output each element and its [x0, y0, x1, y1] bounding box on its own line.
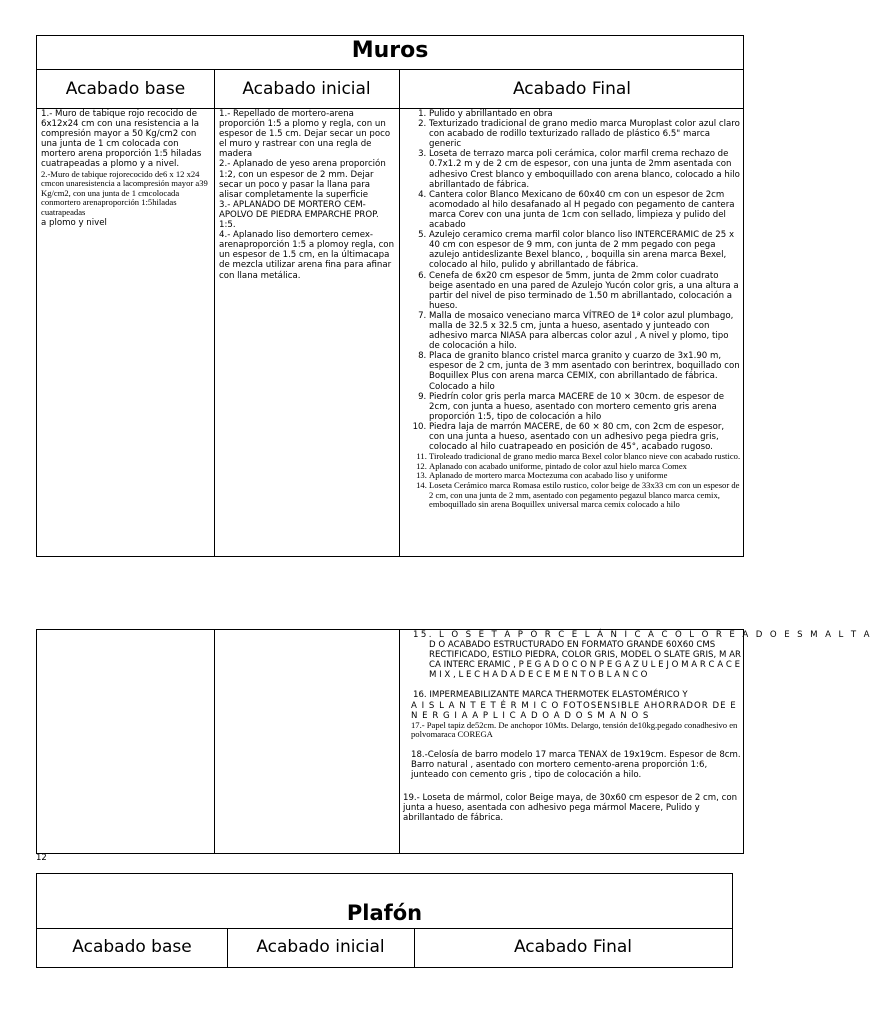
final-item-15-head: 15. L O S E T A P O R C E L Á N I C A C O L O R E A D O E S M A L T A [413, 630, 872, 640]
divider [214, 69, 215, 556]
header-acabado-inicial: Acabado inicial [242, 79, 371, 99]
page-number: 12 [36, 853, 47, 863]
final-item: 5. Azulejo ceramico crema marfil color blanco liso INTERCERAMIC de 25 x 40 cm con espesor de 9 mm, con junta de 2 mm pegado con pega azulejo antideslizante Bexel blanco, , boquilla sin arena marca Bexel, colocado al hilo, pulido y abrillantado de fábrica. [429, 230, 741, 270]
inicial-item-3: 3.- APLANADO DE MORTERO CEM-APOLVO DE PIEDRA EMPARCHE PROP. 1:5. [219, 199, 379, 231]
base-item-1: 1.- Muro de tabique rojo recocido de 6x12x24 cm con una resistencia a la compresión mayor a 50 Kg/cm2 con una junta de 1 cm colocada con mortero arena proporción 1:5 hiladas cuatrapeadas a plomo y a nivel. [41, 109, 202, 170]
acabado-final-continuation [403, 630, 872, 852]
divider [37, 928, 732, 929]
header-acabado-final: Acabado Final [513, 937, 633, 957]
header-acabado-base: Acabado base [72, 937, 192, 957]
divider [37, 69, 743, 70]
inicial-item-2: 2.- Aplanado de yeso arena proporción 1:2, con un espesor de 2 mm. Dejar secar un poco y pasar la llana para alisar completamente la superficie [219, 159, 386, 200]
final-item: 7. Malla de mosaico veneciano marca VÍTREO de 1ª color azul plumbago, malla de 32.5 x 32.5 cm, junta a hueso, asentado y junteado con adhesivo marca NIASA para albercas color azul , A nivel y plomo, tipo de colocación a hilo. [429, 311, 741, 351]
acabado-final-cell [401, 109, 741, 555]
header-acabado-base: Acabado base [65, 79, 186, 99]
header-acabado-inicial: Acabado inicial [256, 937, 385, 957]
final-item: 11. Tiroleado tradicional de grano medio marca Bexel color blanco nieve con acabado rustico. [429, 452, 741, 462]
acabado-base-cell [41, 109, 211, 228]
plafon-table [36, 873, 733, 968]
muros-table [36, 35, 744, 557]
final-item-16-body: A I S L A N T E T É R M I C O FOTOSENSIBLE AHORRADOR DE E N E R G I A A P L I C A D O A D O S M A N O S [411, 700, 737, 721]
final-item: 14. Loseta Cerámico marca Romasa estilo rustico, color beige de 33x33 cm con un espesor de 2 cm, con una junta de 2 mm, asentado con pegamento pegazul blanco marca cemix, emboquillado sin arena Boquillex universal marca cemix colocado a hilo [429, 481, 741, 510]
muros-title: Muros [351, 38, 429, 63]
final-item: 2. Texturizado tradicional de grano medio marca Muroplast color azul claro con acabado de rodillo texturizado rallado de plástico 6.5" marca generic [429, 119, 741, 149]
final-item: 8. Placa de granito blanco cristel marca granito y cuarzo de 3x1.90 m, espesor de 2 cm, junta de 3 mm asentado con berintrex, boquillado con Boquillex Plus con arena marca CEMIX, con abrillantado de fábrica. Colocado a hilo [429, 351, 741, 391]
acabado-inicial-cell [219, 109, 395, 281]
final-item: 1. Pulido y abrillantado en obra [429, 109, 741, 119]
divider [399, 630, 400, 853]
muros-continuation-table [36, 629, 872, 854]
divider [399, 69, 400, 556]
final-item: 9. Piedrín color gris perla marca MACERE de 10 × 30cm. de espesor de 2cm, con junta a hueso, asentado con mortero cemento gris arena proporción 1:5, tipo de colocación a hilo [429, 392, 741, 422]
final-item-19: 19.- Loseta de mármol, color Beige maya, de 30x60 cm espesor de 2 cm, con junta a hueso, asentada con adhesivo pega mármol Macere, Pulido y abrillantado de fábrica. [403, 793, 738, 824]
final-item: 6. Cenefa de 6x20 cm espesor de 5mm, junta de 2mm color cuadrato beige asentado en una pared de Azulejo Yucón color gris, a una altura a partir del nivel de piso terminado de 1.50 m abrillantado, colocación a hueso. [429, 271, 741, 311]
final-item: 4. Cantera color Blanco Mexicano de 60x40 cm con un espesor de 2cm acomodado al hilo desafanado al H pegado con pegamento de cantera marca Corev con una junta de 1cm con sellado, limpieza y pulido del acabado [429, 190, 741, 230]
final-item-15-body: D O ACABADO ESTRUCTURADO EN FORMATO GRANDE 60X60 CMS RECTIFICADO, ESTILO PIEDRA, COLOR GRIS, MODEL O SLATE GRIS, M AR CA INTERC ERAMIC , P E G A D O C O N P E G A Z U L E J O M A R C A C E M I X , L E C H A D A D E C E M E N T O B L A N C O [429, 640, 741, 681]
final-item-15 [403, 630, 872, 681]
final-item-16-head: 16. IMPERMEABILIZANTE MARCA THERMOTEK ELASTOMÉRICO Y [413, 690, 688, 701]
final-item: 12. Aplanado con acabado uniforme, pintado de color azul hielo marca Comex [429, 462, 741, 472]
base-item-2-end: a plomo y nivel [41, 217, 107, 228]
final-item-18: 18.-Celosía de barro modelo 17 marca TENAX de 19x19cm. Espesor de 8cm. Barro natural , asentado con mortero cemento-arena proporción 1:6, junteado con cemento gris , tipo de colocación a hilo. [411, 749, 741, 781]
final-item: 3. Loseta de terrazo marca poli cerámica, color marfil crema rechazo de 0.7x1.2 m y de 2 cm de espesor, con una junta de 2mm asentada con adhesivo Crest blanco y emboquillado con arena blanco, colocado a hilo abrillantado de fábrica. [429, 149, 741, 189]
final-item: 10. Piedra laja de marrón MACERE, de 60 × 80 cm, con 2cm de espesor, con una junta a hueso, asentado con un adhesivo pega piedra gris, colocado al hilo cuatrapeado en posición de 45°, acabado rugoso. [429, 422, 741, 452]
final-item-17: 17.- Papel tapiz de52cm. De anchopor 10Mts. Delargo, tensión de10kg.pegado conadhesivo en polvomaraca COREGA [411, 719, 738, 740]
divider [214, 630, 215, 853]
acabado-final-list [401, 109, 741, 510]
base-item-2: 2.-Muro de tabique rojorecocido de6 x 12 x24 cmcon unaresistencia a lacompresión mayor a39 Kg/cm2, con una junta de 1 cmcolocada conmortero arenaproporción 1:5hiladas cuatrapeadas [41, 168, 208, 217]
plafon-title: Plafón [346, 901, 423, 925]
inicial-item-4: 4.- Aplanado liso demortero cemex-arenaproporción 1:5 a plomoy regla, con un espesor de 1.5 cm, en la últimacapa de mezcla utilizar arena fina para afinar con llana metálica. [219, 230, 395, 281]
inicial-item-1: 1.- Repellado de mortero-arena proporción 1:5 a plomo y regla, con un espesor de 1.5 cm. Dejar secar un poco el muro y rastrear con una regla de madera [219, 109, 391, 160]
final-item: 13. Aplanado de mortero marca Moctezuma con acabado liso y uniforme [429, 471, 741, 481]
header-acabado-final: Acabado Final [512, 79, 632, 99]
final-item-16 [403, 690, 741, 720]
